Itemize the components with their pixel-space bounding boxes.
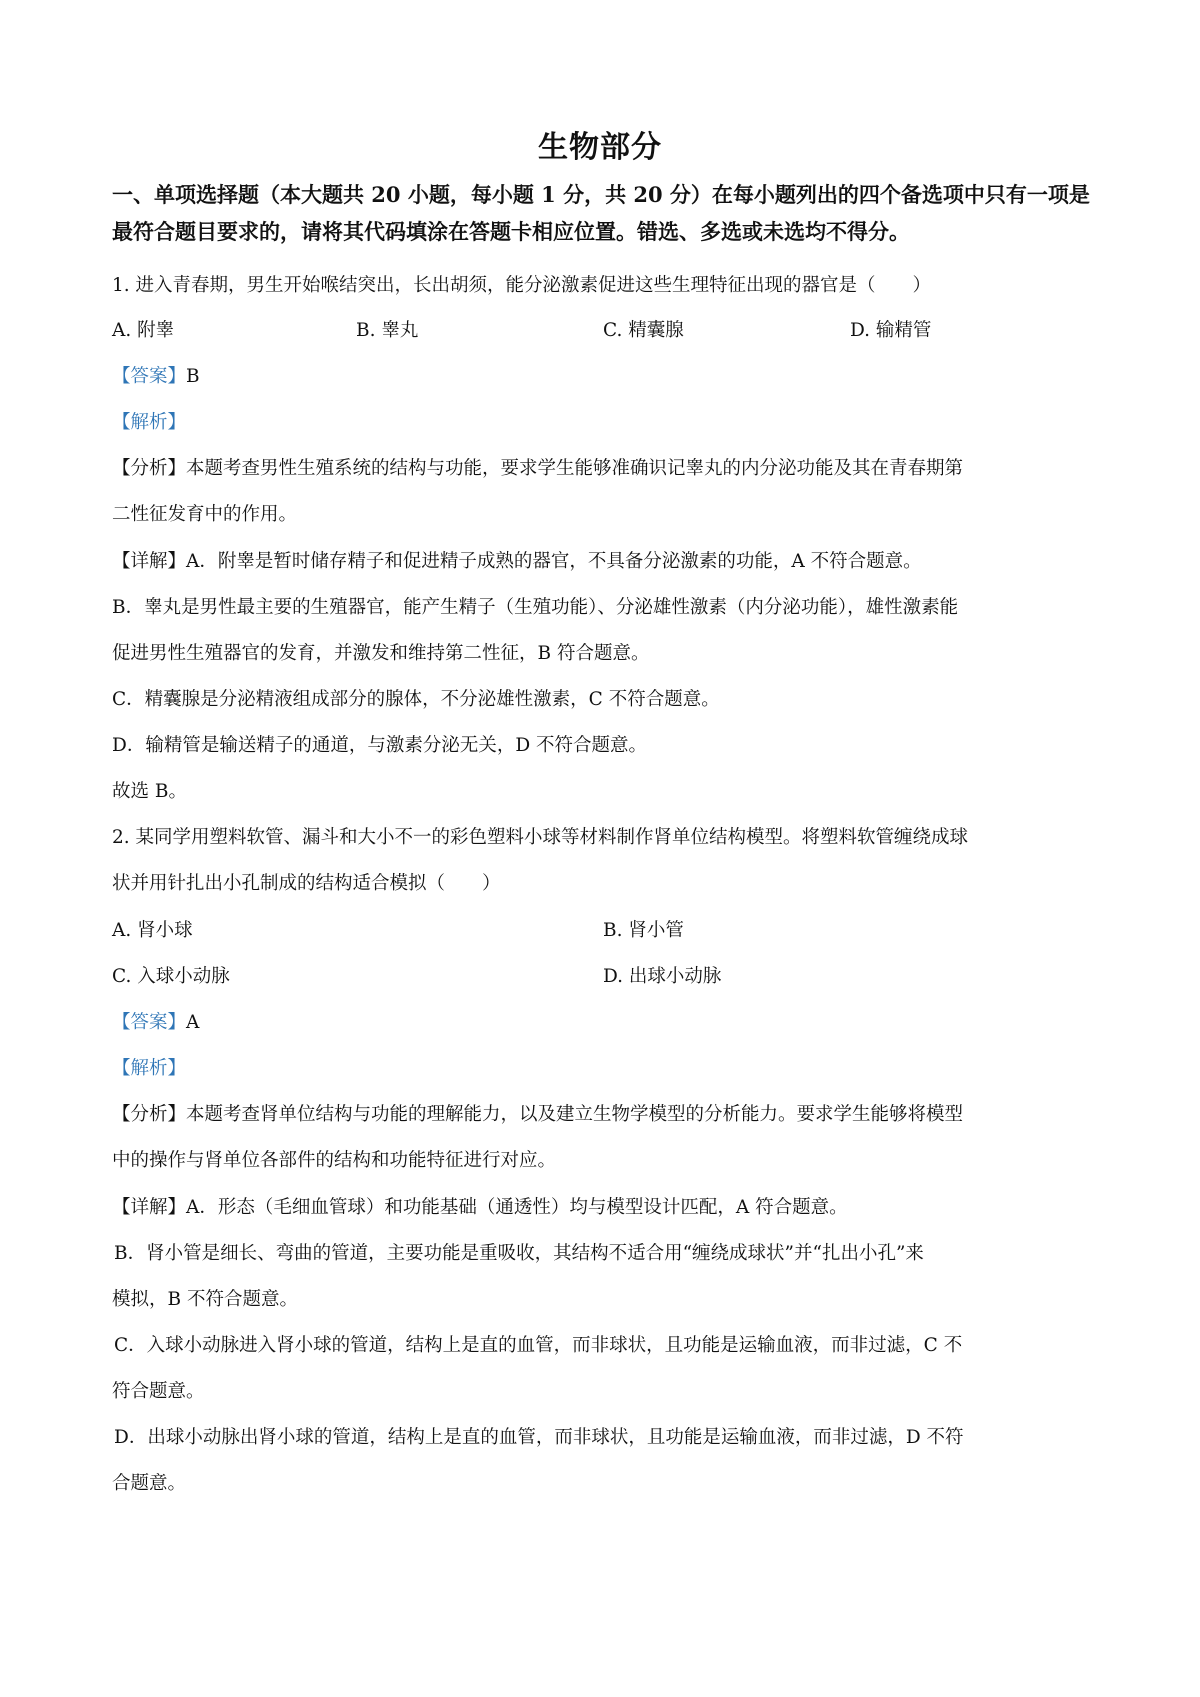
q2-detail-d-line2: 合题意。 xyxy=(112,1473,187,1494)
q2-fenxi-line1: 【分析】本题考查肾单位结构与功能的理解能力，以及建立生物学模型的分析能力。要求学生能够将模型 xyxy=(112,1104,964,1125)
q2-analysis-tag: 【解析】 xyxy=(112,1058,187,1079)
q2-detail-b-line2: 模拟，B 不符合题意。 xyxy=(112,1289,298,1310)
q1-stem: 1. 进入青春期，男生开始喉结突出，长出胡须，能分泌激素促进这些生理特征出现的器官是（ ） xyxy=(112,275,932,296)
q2-detail-c-line2: 符合题意。 xyxy=(112,1381,205,1402)
q1-option-a: A. 附睾 xyxy=(112,320,175,341)
q1-analysis-tag: 【解析】 xyxy=(112,412,187,433)
q1-detail-b-line1: B．睾丸是男性最主要的生殖器官，能产生精子（生殖功能）、分泌雄性激素（内分泌功能），雄性激素能 xyxy=(112,597,959,618)
q2-option-b: B. 肾小管 xyxy=(603,920,684,941)
q2-detail-d-line1: D．出球小动脉出肾小球的管道，结构上是直的血管，而非球状，且功能是运输血液，而非过滤，D 不符 xyxy=(114,1427,964,1448)
q2-stem-line1: 2. 某同学用塑料软管、漏斗和大小不一的彩色塑料小球等材料制作肾单位结构模型。将塑料软管缠绕成球 xyxy=(112,827,969,848)
q1-answer xyxy=(112,362,200,388)
q1-detail-c: C．精囊腺是分泌精液组成部分的腺体，不分泌雄性激素，C 不符合题意。 xyxy=(112,689,720,710)
q2-option-c: C. 入球小动脉 xyxy=(112,966,230,987)
q1-detail-d: D．输精管是输送精子的通道，与激素分泌无关，D 不符合题意。 xyxy=(112,735,648,756)
answer-tag: 【答案】 xyxy=(112,366,187,387)
q2-detail-c-line1: C．入球小动脉进入肾小球的管道，结构上是直的血管，而非球状，且功能是运输血液，而非过滤，C 不 xyxy=(114,1335,963,1356)
q1-option-b: B. 睾丸 xyxy=(356,320,419,341)
q1-detail-b-line2: 促进男性生殖器官的发育，并激发和维持第二性征，B 符合题意。 xyxy=(112,643,650,664)
q1-fenxi-line2: 二性征发育中的作用。 xyxy=(112,504,298,525)
answer-tag: 【答案】 xyxy=(112,1012,187,1033)
q1-option-c: C. 精囊腺 xyxy=(603,320,684,341)
q2-detail-a: 【详解】A．形态（毛细血管球）和功能基础（通透性）均与模型设计匹配，A 符合题意。 xyxy=(112,1197,848,1218)
q2-option-d: D. 出球小动脉 xyxy=(603,966,722,987)
q1-option-d: D. 输精管 xyxy=(850,320,932,341)
q1-fenxi-line1: 【分析】本题考查男性生殖系统的结构与功能，要求学生能够准确识记睾丸的内分泌功能及其在青春期第 xyxy=(112,458,964,479)
answer-value: A xyxy=(186,1012,200,1033)
section-heading: 一、单项选择题（本大题共 20 小题，每小题 1 分，共 20 分）在每小题列出的四个备选项中只有一项是最符合题目要求的，请将其代码填涂在答题卡相应位置。错选、多选或未选均不得分。 xyxy=(112,182,1090,244)
q2-answer xyxy=(112,1008,199,1034)
page-title: 生物部分 xyxy=(538,130,662,165)
q2-detail-b-line1: B．肾小管是细长、弯曲的管道，主要功能是重吸收，其结构不适合用“缠绕成球状”并“扎出小孔”来 xyxy=(114,1243,924,1264)
answer-value: B xyxy=(186,366,200,387)
q1-conclusion: 故选 B。 xyxy=(112,781,187,802)
q1-detail-a: 【详解】A．附睾是暂时储存精子和促进精子成熟的器官，不具备分泌激素的功能，A 不符合题意。 xyxy=(112,551,922,572)
q2-fenxi-line2: 中的操作与肾单位各部件的结构和功能特征进行对应。 xyxy=(112,1150,557,1171)
q2-option-a: A. 肾小球 xyxy=(112,920,193,941)
q2-stem-line2: 状并用针扎出小孔制成的结构适合模拟（ ） xyxy=(112,873,501,894)
